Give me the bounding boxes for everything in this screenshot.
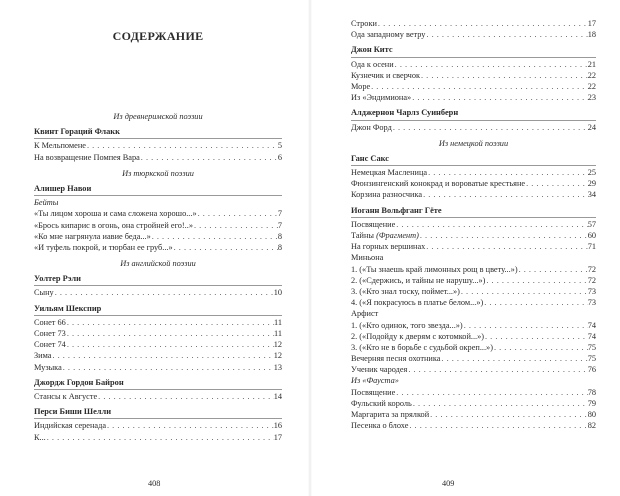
author-name: Иоганн Вольфганг Гёте <box>351 205 442 215</box>
toc-entry: Ученик чародея . . . 76 <box>351 364 596 375</box>
author-name: Перси Биши Шелли <box>34 407 112 417</box>
author-name: Уильям Шекспир <box>34 303 102 313</box>
toc-entry: Джон Форд . . . 24 <box>351 122 596 133</box>
divider <box>34 389 282 390</box>
toc-entry: Музыка . . . 13 <box>34 362 282 373</box>
divider <box>34 315 282 316</box>
toc-entry: «Брось кипарис в огонь, она стройней его!..» . . . 7 <box>34 220 282 231</box>
toc-entry: На горных вершинах . . . 71 <box>351 241 596 252</box>
toc-entry: Сонет 66 . . . 11 <box>34 317 282 328</box>
divider <box>34 195 282 196</box>
toc-entry: Строки . . . 17 <box>351 18 596 29</box>
toc-entry: Кузнечик и сверчок . . . 22 <box>351 70 596 81</box>
author-name: Ганс Сакс <box>351 153 389 163</box>
right-page <box>310 0 620 496</box>
toc-entry: Корзина разносчика . . . 34 <box>351 189 596 200</box>
group-label: Из «Фауста» <box>351 376 399 386</box>
toc-entry: Немецкая Масленица . . . 25 <box>351 167 596 178</box>
section-heading: Из английской поэзии <box>120 259 196 269</box>
toc-entry: К... . . . 17 <box>34 432 282 443</box>
author-name: Джордж Гордон Байрон <box>34 377 124 387</box>
toc-entry: «Ты лицом хороша и сама сложена хорошо...» . . . 7 <box>34 208 282 219</box>
group-label: Арфист <box>351 309 379 319</box>
toc-entry: На возвращение Помпея Вара . . . 6 <box>34 152 282 163</box>
section-heading: Из немецкой поэзии <box>438 138 509 148</box>
page-title: СОДЕРЖАНИЕ <box>112 29 204 43</box>
toc-entry: 2. («Подойду к дверям с котомкой...») . . . 74 <box>351 331 596 342</box>
toc-entry: Фульский король . . . 79 <box>351 398 596 409</box>
toc-entry: Посвящение . . . 78 <box>351 387 596 398</box>
page-number: 409 <box>442 479 455 488</box>
toc-entry: Ода западному ветру . . . 18 <box>351 29 596 40</box>
author-name: Алджернон Чарлз Суинберн <box>351 108 459 118</box>
toc-entry: 3. («Кто не в борьбе с судьбой окреп...») . . . 75 <box>351 342 596 353</box>
toc-entry: Фюнзингенский конокрад и вороватые крестьяне . . . 29 <box>351 178 596 189</box>
author-name: Алишер Навои <box>34 183 92 193</box>
toc-entry: 2. («Сдержись, и тайны не нарушу...») . . . 72 <box>351 275 596 286</box>
toc-entry: Маргарита за прялкой . . . 80 <box>351 409 596 420</box>
author-name: Квинт Гораций Флакк <box>34 127 120 137</box>
toc-entry: 1. («Кто одинок, того звезда...») . . . 74 <box>351 320 596 331</box>
toc-entry: Сыну . . . 10 <box>34 287 282 298</box>
divider <box>351 217 596 218</box>
toc-entry: К Мельпомене . . . 5 <box>34 140 282 151</box>
toc-entry: Сонет 74 . . . 12 <box>34 339 282 350</box>
divider <box>34 418 282 419</box>
page-number: 408 <box>148 479 161 488</box>
toc-entry: Песенка о блохе . . . 82 <box>351 420 596 431</box>
toc-entry: Ода к осени . . . 21 <box>351 59 596 70</box>
section-heading: Из тюркской поэзии <box>122 168 194 178</box>
divider <box>351 57 596 58</box>
toc-entry: Индийская серенада . . . 16 <box>34 420 282 431</box>
divider <box>351 165 596 166</box>
divider <box>34 138 282 139</box>
author-name: Уолтер Рэли <box>34 274 81 284</box>
subheading: Бейты <box>34 198 59 208</box>
toc-entry: Тайны (Фрагмент) . . . 60 <box>351 230 596 241</box>
toc-entry: Зима . . . 12 <box>34 350 282 361</box>
toc-entry: 3. («Кто знал тоску, поймет...») . . . 73 <box>351 286 596 297</box>
toc-entry: Из «Эндимиона» . . . 23 <box>351 92 596 103</box>
right-page-contents <box>351 18 596 431</box>
section-heading: Из древнеримской поэзии <box>113 112 203 121</box>
author-name: Джон Китс <box>351 45 393 55</box>
toc-entry: 4. («Я покрасуюсь в платье белом...») . . . 73 <box>351 297 596 308</box>
left-page-contents <box>34 18 282 443</box>
divider <box>34 285 282 286</box>
toc-entry: Сонет 73 . . . 11 <box>34 328 282 339</box>
toc-entry: «И туфель покрой, и тюрбан ее груб...» . . . 8 <box>34 242 282 253</box>
toc-entry: Стансы к Августе . . . 14 <box>34 391 282 402</box>
group-label: Миньона <box>351 253 384 263</box>
toc-entry: «Ко мне нагрянула иавие беда...» . . . 8 <box>34 231 282 242</box>
toc-entry: 1. («Ты знаешь край лимонных рощ в цвету...») . . . 72 <box>351 264 596 275</box>
toc-entry: Вечерняя песня охотника . . . 75 <box>351 353 596 364</box>
toc-entry: Море . . . 22 <box>351 81 596 92</box>
toc-entry: Посвящение . . . 57 <box>351 219 596 230</box>
divider <box>351 120 596 121</box>
